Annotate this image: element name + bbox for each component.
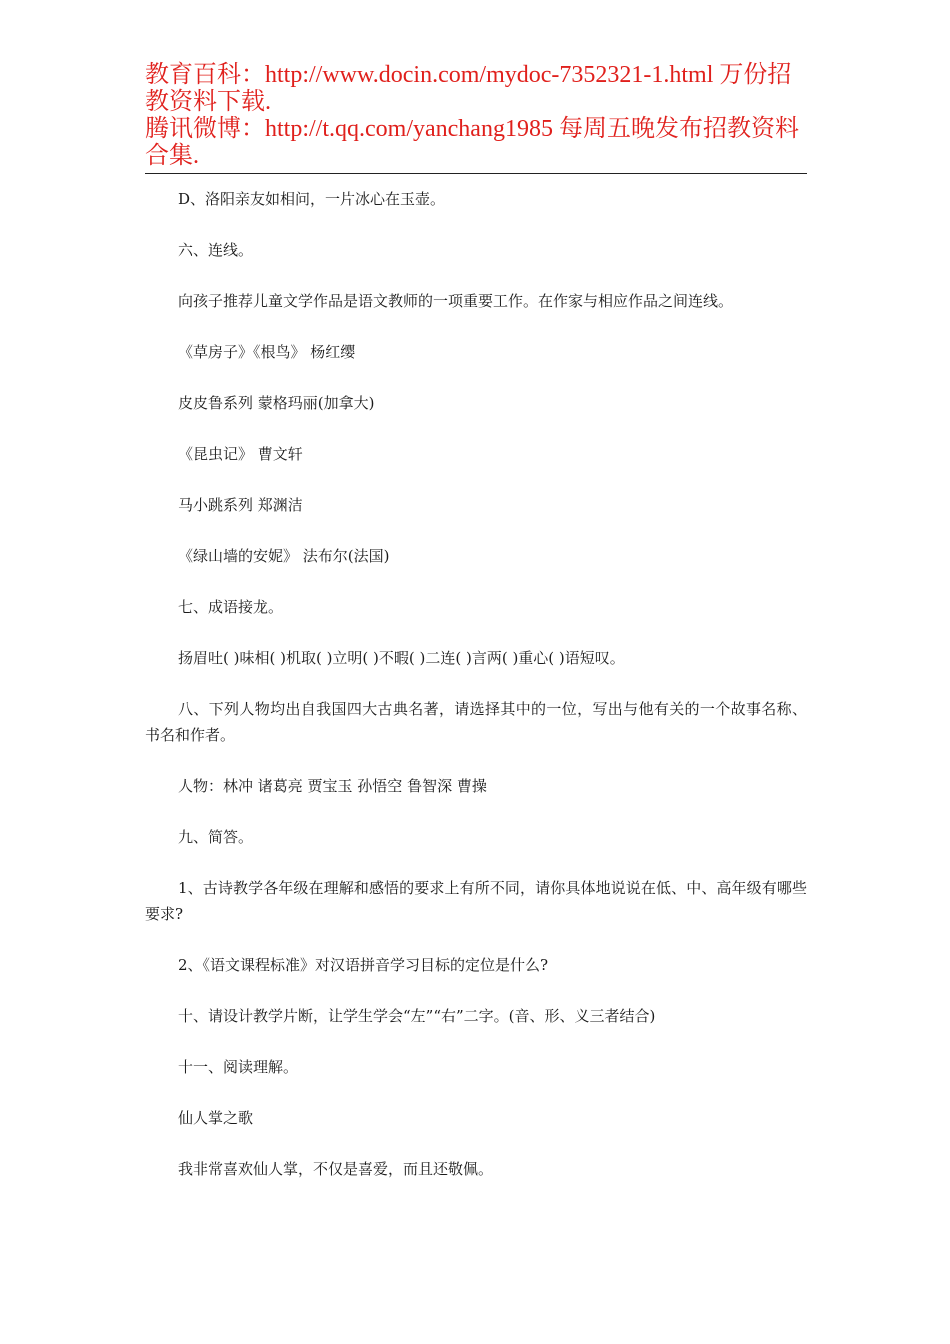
short-answer-1: 1、古诗教学各年级在理解和感悟的要求上有所不同，请你具体地说说在低、中、高年级有哪些要求?	[145, 879, 807, 923]
matching-item-1: 《草房子》《根鸟》 杨红缨	[178, 343, 356, 361]
answer-option-d: D、洛阳亲友如相问，一片冰心在玉壶。	[178, 190, 446, 208]
section-8-question: 八、下列人物均出自我国四大古典名著，请选择其中的一位，写出与他有关的一个故事名称、书名和作者。	[145, 700, 807, 744]
idiom-chain-question: 扬眉吐( )味相( )机取( )立明( )不暇( )二连( )言两( )重心( )语短叹。	[178, 649, 625, 667]
matching-item-3: 《昆虫记》 曹文轩	[178, 445, 303, 463]
section-11-heading: 十一、阅读理解。	[178, 1058, 299, 1076]
character-list: 人物：林冲 诸葛亮 贾宝玉 孙悟空 鲁智深 曹操	[178, 777, 487, 795]
page-header	[145, 62, 807, 174]
document-page	[145, 62, 807, 1207]
matching-item-2: 皮皮鲁系列 蒙格玛丽(加拿大)	[178, 394, 375, 412]
matching-item-5: 《绿山墙的安妮》 法布尔(法国)	[178, 547, 390, 565]
section-6-heading: 六、连线。	[178, 241, 254, 259]
section-7-heading: 七、成语接龙。	[178, 598, 284, 616]
header-weibo-link[interactable]: 腾讯微博：http://t.qq.com/yanchang1985 每周五晚发布招教资料合集.	[145, 116, 799, 169]
reading-title: 仙人掌之歌	[178, 1109, 254, 1127]
reading-paragraph-1: 我非常喜欢仙人掌，不仅是喜爱，而且还敬佩。	[178, 1160, 494, 1178]
section-9-heading: 九、简答。	[178, 828, 254, 846]
matching-item-4: 马小跳系列 郑渊洁	[178, 496, 303, 514]
section-10-question: 十、请设计教学片断，让学生学会“左”“右”二字。(音、形、义三者结合)	[178, 1007, 656, 1025]
section-6-instruction: 向孩子推荐儿童文学作品是语文教师的一项重要工作。在作家与相应作品之间连线。	[178, 292, 734, 310]
short-answer-2: 2、《语文课程标准》对汉语拼音学习目标的定位是什么?	[178, 956, 549, 974]
header-docin-link[interactable]: 教育百科：http://www.docin.com/mydoc-7352321-1.html 万份招教资料下载.	[145, 62, 792, 115]
document-body	[145, 186, 807, 1182]
